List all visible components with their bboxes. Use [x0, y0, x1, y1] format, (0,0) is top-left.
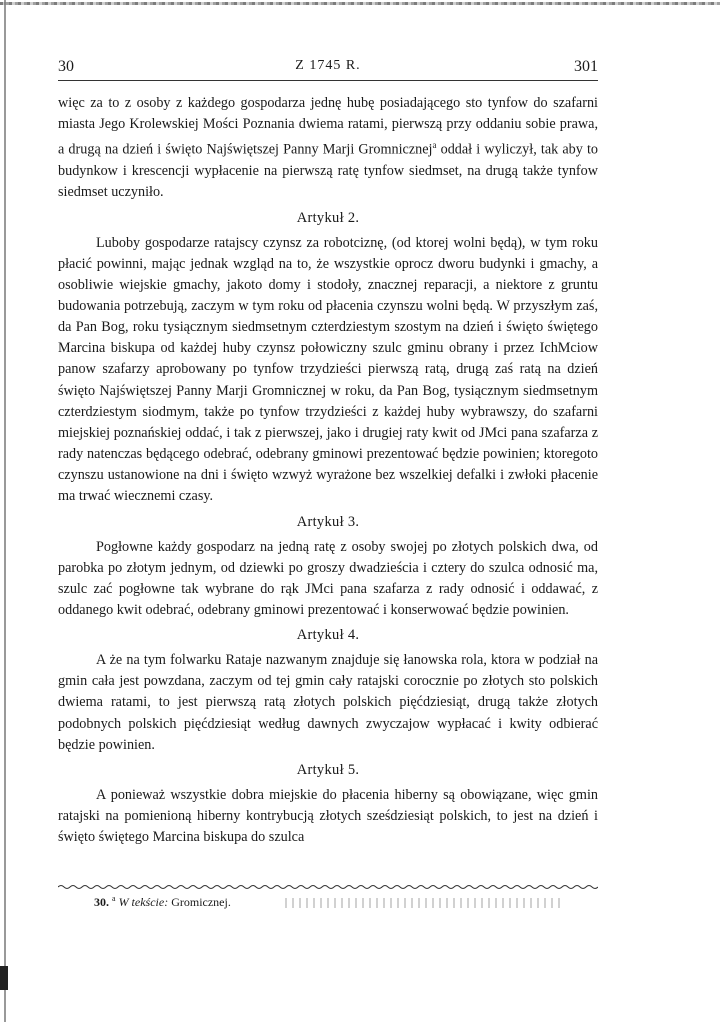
article-heading-2: Artykuł 2.	[296, 209, 360, 226]
document-body	[58, 93, 598, 848]
footnote	[94, 894, 231, 910]
footnote-letter: a	[112, 894, 116, 903]
top-scan-edge	[0, 2, 720, 5]
running-title: Z 1745 R.	[295, 58, 361, 73]
header-rule	[58, 80, 598, 81]
bleed-through	[285, 898, 565, 908]
document-number: 30	[58, 58, 74, 75]
footnote-ref: 30.	[94, 895, 109, 909]
page-number: 301	[574, 58, 598, 75]
paragraph-continuation: więc za to z osoby z każdego gospodarza jednę hubę posiadającego sto tynfow do szafarni miasta Jego Krolewskiej Mości Poznania dwiema ratami, pierwszą przy oddaniu sobie prawa, a drugą na dzień i święto Najświętszej Panny Marji Gromnicznej$^a$ oddał i wyliczył, tak aby to budynkow i krescencji wypłacenie na pierwszą ratę tynfow siedmset, na drugą także tynfow siedmset uczyniło.	[58, 95, 598, 201]
footnote-mark: a	[432, 140, 437, 151]
footnote-text: Gromicznej.	[171, 895, 231, 909]
article-heading-4: Artykuł 4.	[296, 627, 360, 644]
scan-artifact	[0, 966, 8, 990]
article-4-text: A że na tym folwarku Rataje nazwanym znajduje się łanowska rola, ktora w podział na gmin cała jest powzdana, zaczym od tej gmin cały ratajski corocznie po złotych sto polskich dwiema ratami, to jest pierwszą ratą złotych polskich pięćdziesiąt, drugą także złotych podobnych polskich pięćdziesiąt według dawnych zwyczajow wypłacać i kwity odbierać będzie powinien.	[58, 652, 598, 753]
left-scan-edge	[4, 0, 6, 1022]
article-3-text: Pogłowne każdy gospodarz na jedną ratę z osoby swojej po złotych polskich dwa, od parobka po złotym jednym, od dziewki po groszy dwadzieścia i cztery do szulca odnosić ma, szulc zać pogłowne tak wybrane do rąk JMci pana szafarza z rady odnosić i oddawać, z oddanego kwit odebrać, odebrany gminowi prezentować i konserwować będzie powinien.	[58, 538, 598, 619]
footnote-separator	[58, 884, 598, 890]
article-2-text: Luboby gospodarze ratajscy czynsz za robotciznę, (od ktorej wolni będą), w tym roku płacić powinni, mając jednak wzgląd na to, że wszystkie oprocz dworu budynki i gmachy, a osobliwie wiejskie gmachy, jakoto domy i stodoły, znacznej reparacji, a niektore z gruntu budowania potrzebują, zaczym w tym roku od płacenia czynszu wolni będą. W przyszłym zaś, da Pan Bog, roku tysiącznym siedmsetnym czterdziestym szostym na dzień i święto świętego Marcina biskupa od każdej huby czynsz połowiczny szulc gminu obrany i przez IchMciow panow szafarzy aprobowany po tynfow trzydzieści pierwszą ratą, drugą zaś ratą na dzień święto Najświętszej Panny Marji Gromnicznej w roku, da Pan Bog, tysiącznym siedmsetnym czterdziestym siodmym, także po tynfow trzydzieści z każdej huby wybrawszy, do szafarni miejskiej poznańskiej oddać, i tak z pierwszej, jako i drugiej raty kwit od JMci pana szafarza z rady natenczas będącego odebrać, odebrany gminowi prezentować będzie powinien; ktoregoto czynszu ustanowione na dni i święto wzwyż wyrażone bez wszelkiej defalki i zwłoki płacenie ma trwać wiecznemi czasy.	[58, 234, 598, 505]
article-5-text: A ponieważ wszystkie dobra miejskie do płacenia hiberny są obowiązane, więc gmin ratajski na pomienioną hiberny kontrybucją złotych sześdziesiąt polskich, to jest na dzień i święto świętego Marcina biskupa do szulca	[58, 786, 598, 846]
article-heading-3: Artykuł 3.	[296, 513, 360, 530]
footnote-label: W tekście:	[118, 895, 169, 909]
running-header	[58, 58, 598, 80]
article-heading-5: Artykuł 5.	[296, 761, 360, 778]
